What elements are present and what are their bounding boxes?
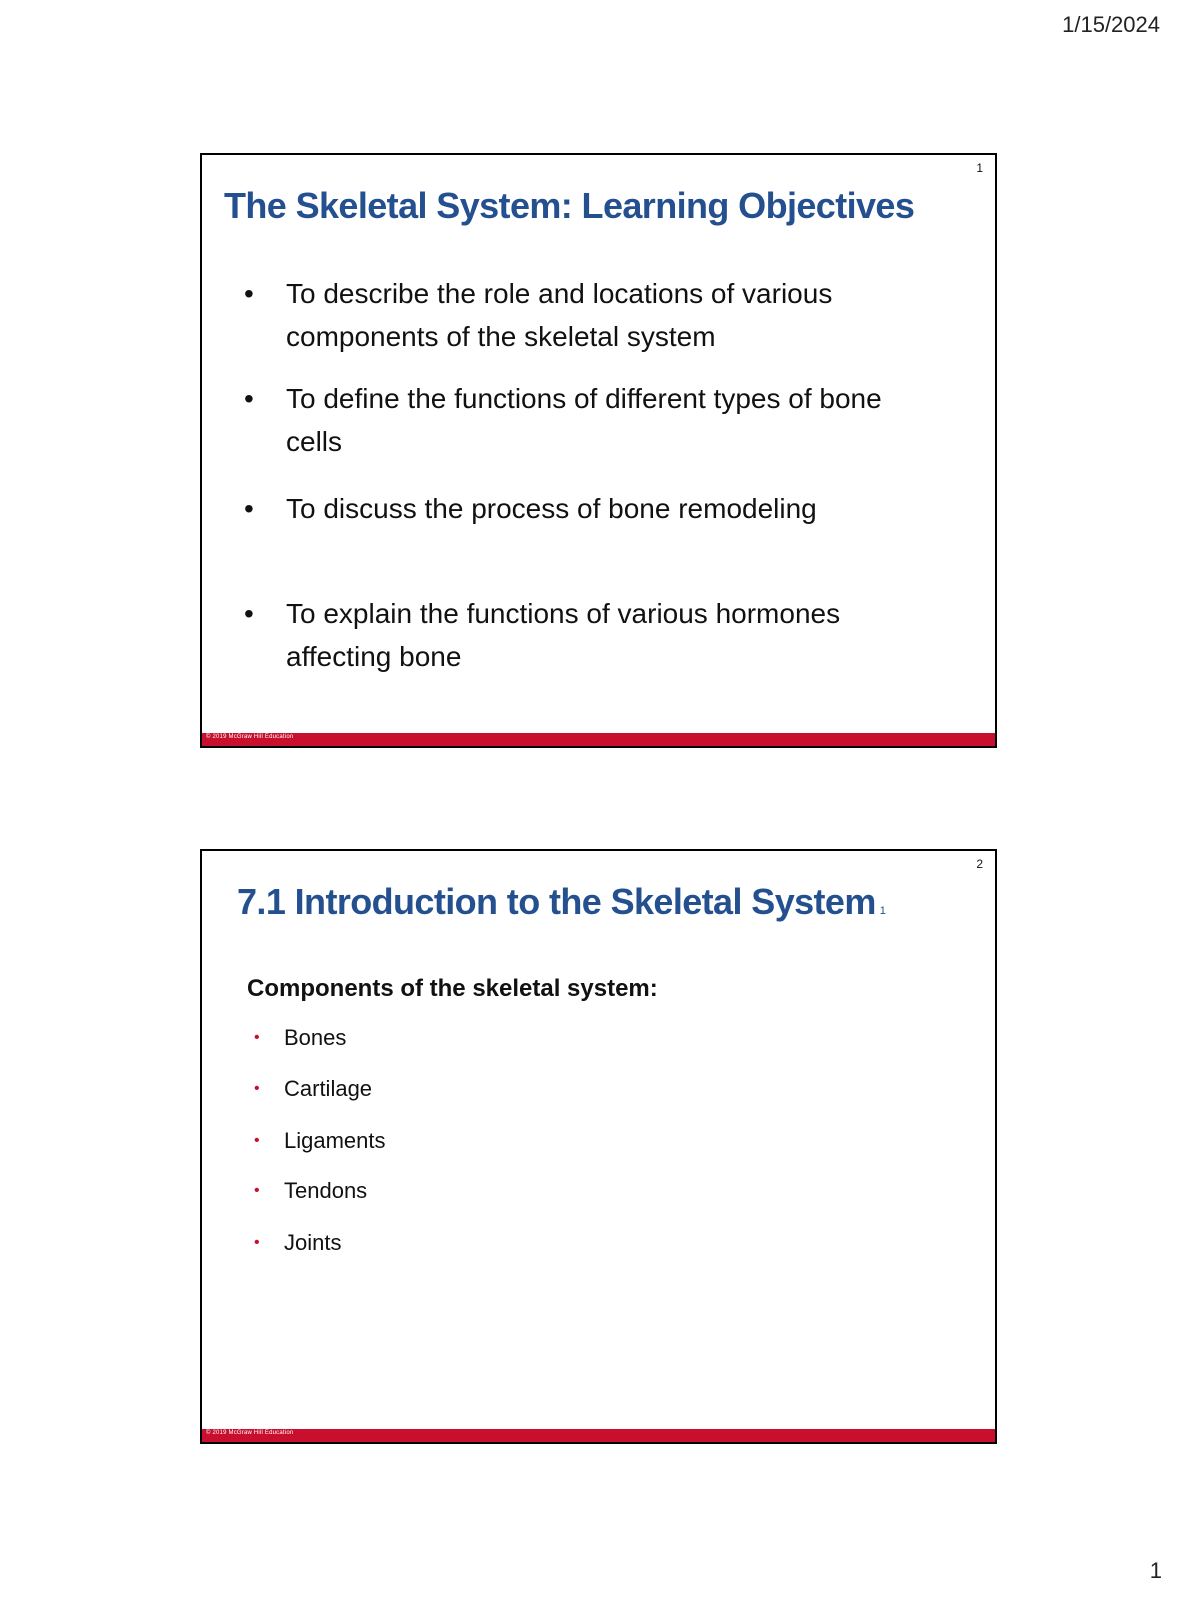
bullet-icon: • <box>254 1132 260 1149</box>
page-number: 1 <box>1149 1558 1162 1583</box>
list-item <box>244 487 944 530</box>
bullet-text: To explain the functions of various hormones affecting bone <box>286 598 841 672</box>
components-heading: Components of the skeletal system: <box>247 975 658 1002</box>
bullet-text: Bones <box>284 1025 347 1050</box>
bullet-text: Ligaments <box>284 1128 386 1153</box>
slide-1 <box>200 153 997 748</box>
bullet-icon: • <box>244 383 254 414</box>
list-item <box>254 1074 372 1104</box>
bullet-icon: • <box>254 1234 260 1251</box>
slide-number: 1 <box>976 161 983 175</box>
copyright-text: © 2019 McGraw Hill Education <box>206 1430 294 1436</box>
bullet-icon: • <box>244 278 254 309</box>
copyright-text: © 2019 McGraw Hill Education <box>206 734 294 740</box>
list-item <box>254 1023 346 1053</box>
slide-title <box>237 881 983 923</box>
bullet-icon: • <box>254 1182 260 1199</box>
list-item <box>254 1126 386 1156</box>
list-item <box>254 1228 341 1258</box>
slide-footer-bar <box>202 1429 995 1442</box>
bullet-text: To discuss the process of bone remodeling <box>286 493 817 524</box>
bullet-text: To describe the role and locations of various components of the skeletal system <box>286 278 833 352</box>
bullet-icon: • <box>244 598 254 629</box>
list-item <box>244 592 944 678</box>
bullet-icon: • <box>254 1080 260 1097</box>
slide-title-suffix: 1 <box>879 905 886 917</box>
bullet-icon: • <box>254 1029 260 1046</box>
page-date: 1/15/2024 <box>1062 12 1160 37</box>
slide-title: The Skeletal System: Learning Objectives <box>224 185 915 226</box>
slide-footer-bar <box>202 733 995 746</box>
list-item <box>244 272 944 358</box>
list-item <box>254 1176 367 1206</box>
list-item <box>244 377 944 463</box>
bullet-icon: • <box>244 493 254 524</box>
bullet-text: Cartilage <box>284 1076 373 1101</box>
bullet-text: To define the functions of different types of bone cells <box>286 383 882 457</box>
bullet-text: Tendons <box>284 1178 368 1203</box>
slide-number: 2 <box>976 857 983 871</box>
bullet-text: Joints <box>284 1230 342 1255</box>
slide-2 <box>200 849 997 1444</box>
slide-title-text: 7.1 Introduction to the Skeletal System <box>237 881 876 922</box>
